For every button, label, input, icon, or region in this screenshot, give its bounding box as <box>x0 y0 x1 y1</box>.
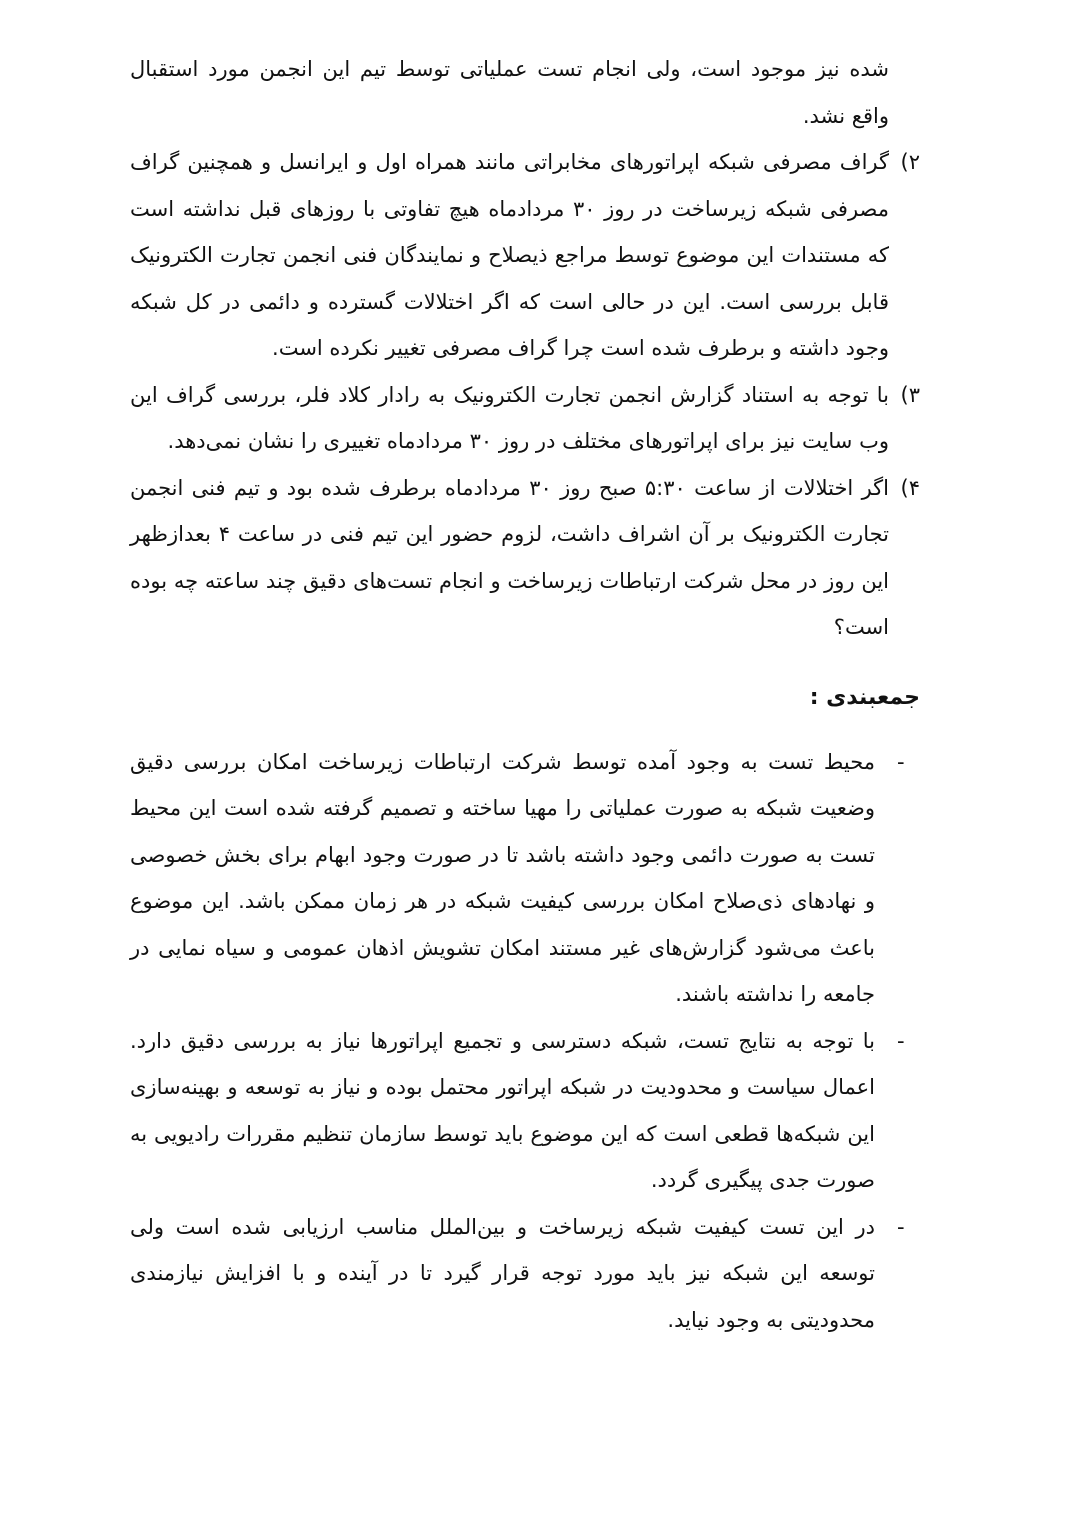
item-text: اگر اختلالات از ساعت ۵:۳۰ صبح روز ۳۰ مردادماه برطرف شده بود و تیم فنی انجمن تجارت الکترونیک بر آن اشراف داشت، لزوم حضور این تیم فنی در ساعت ۴ بعدازظهر این روز در محل شرکت ارتباطات زیرساخت و انجام تست‌های دقیق چند ساعته چه بوده است؟ <box>130 475 889 639</box>
list-item <box>130 465 920 651</box>
bullet-text: با توجه به نتایج تست، شبکه دسترسی و تجمیع اپراتورها نیاز به بررسی دقیق دارد. اعمال سیاست و محدودیت در شبکه اپراتور محتمل بوده و نیاز به توسعه و بهینه‌سازی این شبکه‌ها قطعی است که این موضوع باید توسط سازمان تنظیم مقررات رادیویی به صورت جدی پیگیری گردد. <box>130 1028 875 1192</box>
summary-heading: جمعبندی : <box>809 684 920 710</box>
list-item <box>130 372 920 465</box>
bullet-dash: - <box>897 749 905 774</box>
item-number: ۴) <box>900 475 920 500</box>
item-text: با توجه به استناد گزارش انجمن تجارت الکترونیک به رادار کلاد فلر، بررسی گراف این وب سایت نیز برای اپراتورهای مختلف در روز ۳۰ مردادماه تغییری را نشان نمی‌دهد. <box>130 382 889 453</box>
continuation-paragraph: شده نیز موجود است، ولی انجام تست عملیاتی توسط تیم این انجمن مورد استقبال واقع نشد. <box>130 57 889 128</box>
item-text: گراف مصرفی شبکه اپراتورهای مخابراتی مانند همراه اول و ایرانسل و همچنین گراف مصرفی شبکه زیرساخت در روز ۳۰ مردادماه هیچ تفاوتی با روزهای قبل نداشته است که مستندات این موضوع توسط مراجع ذیصلاح و نمایندگان فنی انجمن تجارت الکترونیک قابل بررسی است. این در حالی است که اگر اختلالات گسترده و دائمی در کل شبکه وجود داشته و برطرف شده است چرا گراف مصرفی تغییر نکرده است. <box>130 150 890 360</box>
item-number: ۳) <box>900 382 920 407</box>
numbered-list <box>130 139 920 651</box>
item-number: ۲) <box>900 150 920 174</box>
bullet-text: در این تست کیفیت شبکه زیرساخت و بین‌الملل مناسب ارزیابی شده است ولی توسعه این شبکه نیز باید مورد توجه قرار گیرد تا در آینده و با افزایش نیازمندی محدودیتی به وجود نیاید. <box>130 1214 875 1332</box>
bullet-dash: - <box>897 1028 905 1053</box>
bullet-text: محیط تست به وجود آمده توسط شرکت ارتباطات زیرساخت امکان بررسی دقیق وضعیت شبکه به صورت عملیاتی را مهیا ساخته و تصمیم گرفته شده است این محیط تست به صورت دائمی وجود داشته باشد تا در صورت وجود ابهام برای بخش خصوصی و نهادهای ذی‌صلاح امکان بررسی کیفیت شبکه در هر زمان ممکن باشد. این موضوع باعث می‌شود گزارش‌های غیر مستند امکان تشویش اذهان عمومی و سیاه نمایی در جامعه را نداشته باشند. <box>130 749 875 1006</box>
bullet-item <box>130 1018 920 1204</box>
bullet-item <box>130 739 920 1018</box>
bullet-item <box>130 1204 920 1344</box>
summary-bullet-list <box>130 739 920 1344</box>
list-item <box>130 139 920 372</box>
bullet-dash: - <box>897 1214 905 1239</box>
